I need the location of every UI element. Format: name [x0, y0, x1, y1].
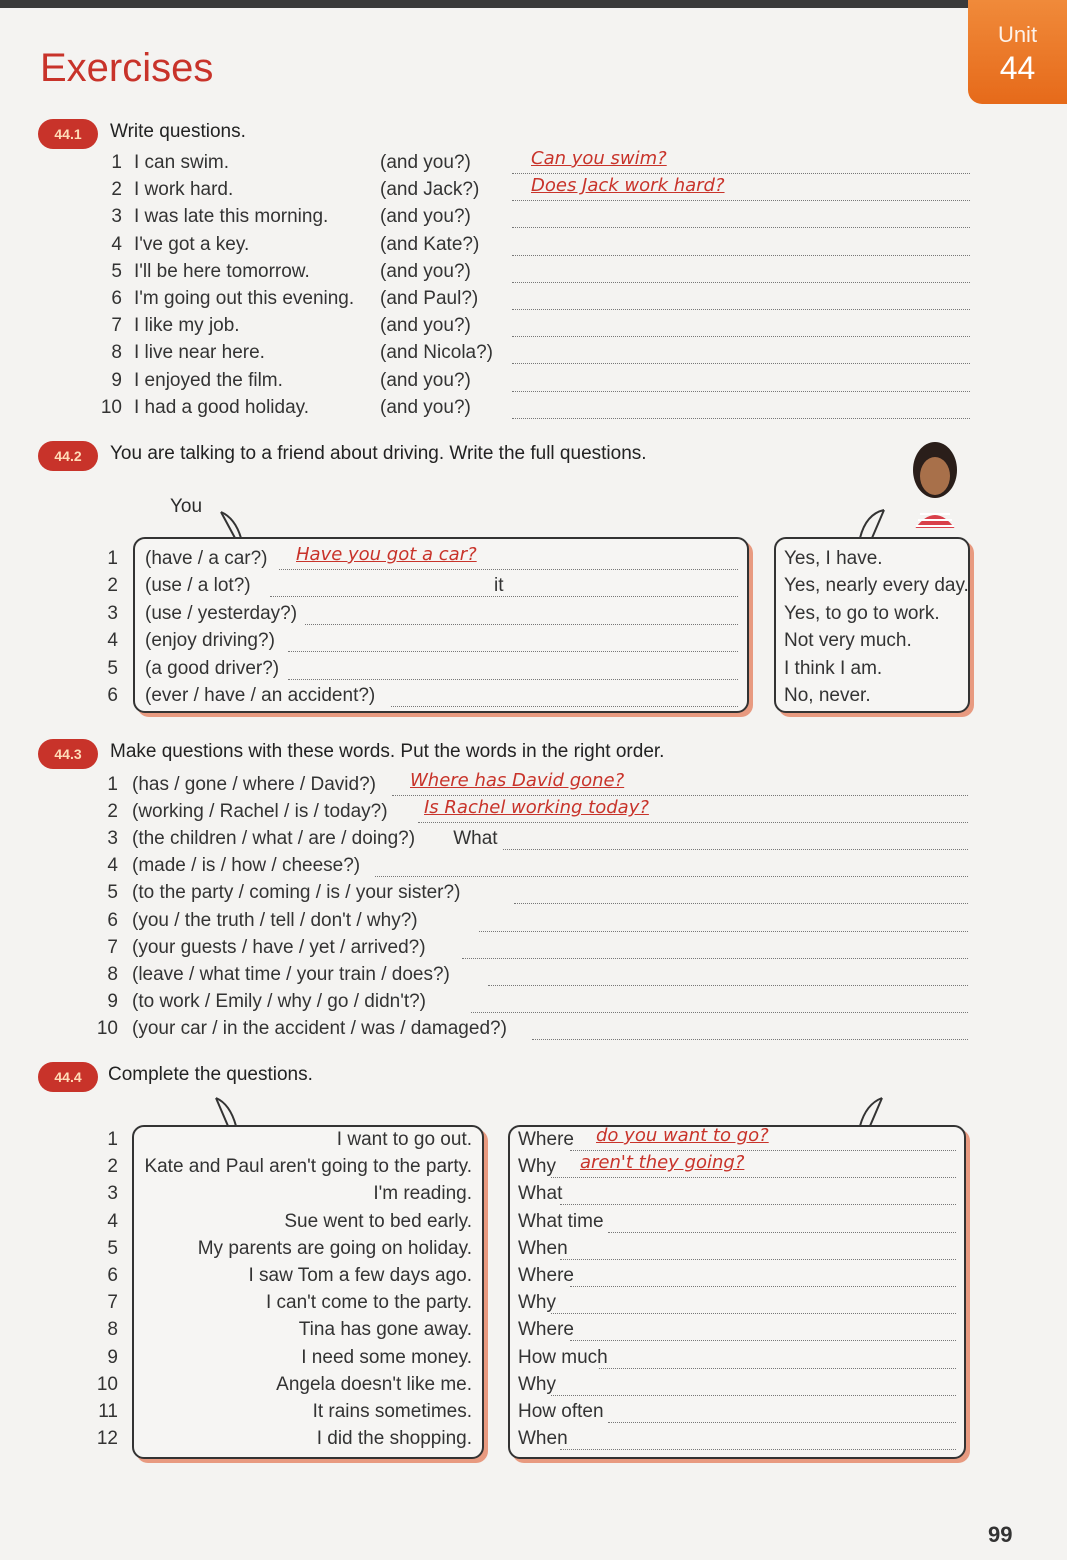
friend-reply: I think I am.	[784, 657, 883, 679]
item-number: 4	[107, 630, 118, 652]
item-number: 10	[96, 1373, 118, 1395]
answer-field[interactable]	[514, 884, 968, 904]
statement-text: I need some money.	[301, 1346, 472, 1368]
speech-tail-left-icon	[212, 1096, 252, 1128]
unit-number: 44	[999, 50, 1036, 86]
prompt-text: (and Paul?)	[380, 288, 479, 309]
question-word: Where	[518, 1129, 574, 1150]
exercise-instruction: You are talking to a friend about driving. Write the full questions.	[110, 443, 647, 464]
handwritten-answer: Can you swim?	[531, 148, 667, 169]
item-number: 1	[107, 1129, 118, 1150]
page-title: Exercises	[40, 46, 214, 90]
handwritten-answer: aren't they going?	[580, 1152, 745, 1174]
friend-reply: No, never.	[784, 685, 871, 706]
answer-field[interactable]	[288, 660, 738, 680]
answer-field[interactable]	[270, 577, 738, 597]
item-number: 8	[107, 963, 118, 985]
answer-field[interactable]	[512, 236, 970, 256]
item-number: 10	[96, 1017, 118, 1039]
item-number: 2	[107, 1156, 118, 1178]
item-number: 4	[107, 855, 118, 877]
statement-text: Angela doesn't like me.	[276, 1373, 472, 1395]
item-number: 1	[107, 774, 118, 795]
handwritten-answer: Have you got a car?	[296, 544, 477, 565]
word-prompt: (the children / what / are / doing?)	[132, 828, 416, 850]
exercise-badge-44-3: 44.3	[38, 739, 98, 769]
exercise-instruction: Make questions with these words. Put the words in the right order.	[110, 741, 665, 762]
question-word: What time	[518, 1210, 604, 1232]
answer-field[interactable]	[512, 317, 970, 337]
item-number: 4	[111, 233, 122, 255]
statement-text: I was late this morning.	[134, 206, 329, 228]
question-prompt: (ever / have / an accident?)	[145, 685, 376, 706]
answer-field[interactable]	[599, 1349, 956, 1369]
word-prompt: (leave / what time / your train / does?)	[132, 963, 450, 985]
answer-field[interactable]	[391, 687, 738, 707]
item-number: 5	[107, 882, 118, 904]
unit-tab	[968, 0, 1067, 104]
item-number: 6	[107, 1265, 118, 1286]
statement-text: Tina has gone away.	[298, 1319, 472, 1341]
item-number: 10	[100, 396, 122, 418]
question-word: How often	[518, 1401, 604, 1422]
item-number: 3	[107, 828, 118, 850]
item-number: 9	[111, 369, 122, 391]
answer-field[interactable]	[512, 344, 970, 364]
answer-field[interactable]	[375, 857, 968, 877]
word-prompt: (working / Rachel / is / today?)	[132, 801, 388, 823]
item-number: 12	[96, 1428, 118, 1450]
question-prompt: (have / a car?)	[145, 548, 268, 569]
item-number: 9	[107, 990, 118, 1012]
item-number: 1	[111, 152, 122, 173]
answer-field[interactable]	[551, 1294, 956, 1314]
item-number: 5	[107, 657, 118, 679]
word-prompt: (your car / in the accident / was / damaged?)	[132, 1017, 507, 1039]
statement-text: I've got a key.	[134, 233, 250, 255]
answer-field[interactable]	[560, 1185, 956, 1205]
speech-tail-right-icon	[848, 1096, 888, 1128]
word-prompt: (your guests / have / yet / arrived?)	[132, 936, 426, 958]
friend-reply: Yes, I have.	[784, 548, 883, 569]
item-number: 6	[107, 909, 118, 931]
word-prompt: (to the party / coming / is / your sister?)	[132, 882, 461, 904]
handwritten-answer: Does Jack work hard?	[531, 175, 725, 197]
friend-reply: Yes, to go to work.	[784, 602, 940, 624]
item-number: 1	[107, 548, 118, 569]
handwritten-answer: Is Rachel working today?	[424, 797, 649, 819]
question-word: Where	[518, 1265, 574, 1286]
prompt-text: (and you?)	[380, 315, 471, 337]
question-word: Why	[518, 1156, 556, 1178]
word-prompt: (has / gone / where / David?)	[132, 774, 376, 795]
question-word: How much	[518, 1346, 608, 1368]
item-number: 4	[107, 1210, 118, 1232]
question-word: When	[518, 1237, 568, 1259]
item-number: 6	[111, 288, 122, 309]
answer-field[interactable]	[608, 1213, 956, 1233]
prompt-text: (and you?)	[380, 152, 471, 173]
answer-field[interactable]	[512, 372, 970, 392]
exercise-instruction: Complete the questions.	[108, 1064, 313, 1085]
item-number: 3	[111, 206, 122, 228]
exercise-badge-44-2: 44.2	[38, 441, 98, 471]
statement-text: I can't come to the party.	[265, 1292, 472, 1314]
answer-field[interactable]	[471, 993, 968, 1013]
prompt-text: (and you?)	[380, 396, 471, 418]
answer-field[interactable]	[512, 290, 970, 310]
item-number: 9	[107, 1346, 118, 1368]
answer-field[interactable]	[560, 1430, 956, 1450]
item-number: 2	[111, 179, 122, 201]
friend-reply: Not very much.	[784, 630, 912, 652]
item-number: 3	[107, 1183, 118, 1205]
question-word: What	[518, 1183, 563, 1205]
statement-text: I work hard.	[134, 179, 234, 201]
item-number: 7	[107, 936, 118, 958]
answer-field[interactable]	[512, 263, 970, 283]
statement-text: I did the shopping.	[316, 1428, 472, 1450]
handwritten-answer: do you want to go?	[596, 1125, 769, 1146]
item-number: 5	[111, 260, 122, 282]
item-number: 8	[107, 1319, 118, 1341]
item-number: 2	[107, 801, 118, 823]
fixed-word: it	[494, 575, 504, 597]
girl-illustration-icon	[900, 438, 970, 528]
speech-tail-right-icon	[850, 506, 890, 540]
answer-field[interactable]	[288, 632, 738, 652]
statement-text: I live near here.	[134, 342, 265, 364]
word-prompt: (made / is / how / cheese?)	[132, 855, 361, 877]
prompt-text: (and you?)	[380, 369, 471, 391]
statement-text: I saw Tom a few days ago.	[248, 1265, 472, 1286]
prompt-text: (and Nicola?)	[380, 342, 493, 364]
handwritten-answer: Where has David gone?	[410, 770, 625, 791]
answer-field[interactable]	[608, 1403, 956, 1423]
statement-text: My parents are going on holiday.	[197, 1237, 472, 1259]
statement-text: Kate and Paul aren't going to the party.	[144, 1156, 472, 1178]
item-number: 11	[98, 1401, 118, 1422]
question-word: When	[518, 1428, 568, 1450]
statement-text: I'm going out this evening.	[134, 288, 355, 309]
answer-field[interactable]	[512, 399, 970, 419]
answer-field[interactable]	[503, 830, 968, 850]
exercise-badge-44-1: 44.1	[38, 119, 98, 149]
statement-text: I like my job.	[134, 315, 240, 337]
answer-field[interactable]	[305, 605, 738, 625]
page-number: 99	[988, 1522, 1013, 1547]
prompt-text: (and you?)	[380, 260, 471, 282]
item-number: 6	[107, 685, 118, 706]
answer-field[interactable]	[479, 912, 968, 932]
answer-field[interactable]	[532, 1020, 969, 1040]
answer-field[interactable]	[462, 939, 968, 959]
question-word: Where	[518, 1319, 574, 1341]
prompt-text: (and you?)	[380, 206, 471, 228]
statement-text: I'm reading.	[373, 1183, 472, 1205]
question-word: Why	[518, 1292, 556, 1314]
answer-field[interactable]	[488, 966, 968, 986]
statement-text: I enjoyed the film.	[134, 369, 283, 391]
statement-text: I'll be here tomorrow.	[134, 260, 310, 282]
word-prompt: (you / the truth / tell / don't / why?)	[132, 909, 418, 931]
question-word: Why	[518, 1373, 556, 1395]
exercise-instruction: Write questions.	[110, 121, 246, 142]
answer-field[interactable]	[512, 208, 970, 228]
statement-text: I had a good holiday.	[134, 396, 310, 418]
exercise-badge-44-4: 44.4	[38, 1062, 98, 1092]
answer-field[interactable]	[570, 1267, 956, 1287]
item-number: 5	[107, 1237, 118, 1259]
answer-field[interactable]	[551, 1376, 956, 1396]
statement-text: Sue went to bed early.	[284, 1210, 472, 1232]
item-number: 2	[107, 575, 118, 597]
friend-reply: Yes, nearly every day.	[784, 575, 969, 597]
question-prompt: (enjoy driving?)	[145, 630, 275, 652]
item-number: 3	[107, 602, 118, 624]
you-label: You	[170, 496, 203, 517]
unit-label: Unit	[997, 22, 1038, 47]
answer-field[interactable]	[570, 1321, 956, 1341]
prompt-text: (and Kate?)	[380, 233, 480, 255]
statement-text: I want to go out.	[336, 1129, 472, 1150]
question-prompt: (use / a lot?)	[145, 575, 251, 597]
statement-text: It rains sometimes.	[312, 1401, 472, 1422]
question-prompt: (use / yesterday?)	[145, 602, 298, 624]
item-number: 7	[107, 1292, 118, 1314]
top-edge-bar	[0, 0, 1067, 8]
item-number: 7	[111, 315, 122, 337]
statement-text: I can swim.	[134, 152, 230, 173]
prompt-text: (and Jack?)	[380, 179, 480, 201]
answer-prefix: What	[453, 828, 498, 850]
word-prompt: (to work / Emily / why / go / didn't?)	[132, 990, 426, 1012]
question-prompt: (a good driver?)	[145, 657, 280, 679]
answer-field[interactable]	[560, 1240, 956, 1260]
speech-tail-left-icon	[215, 510, 255, 540]
item-number: 8	[111, 342, 122, 364]
